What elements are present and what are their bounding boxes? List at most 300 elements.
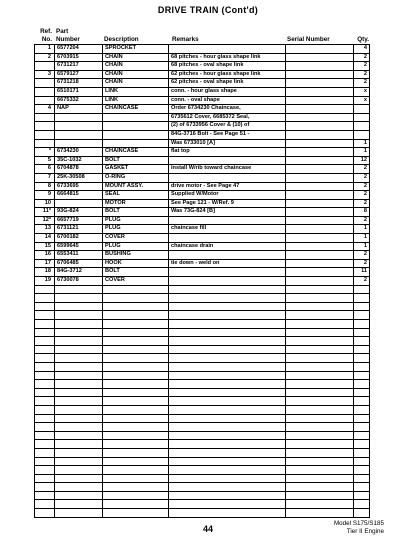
cell-qty: 1: [354, 242, 370, 251]
blank-table-row: [35, 457, 370, 466]
cell-description: PLUG: [103, 242, 169, 251]
cell-ref-no: [35, 113, 55, 122]
blank-cell: [286, 362, 354, 371]
blank-cell: [35, 388, 55, 397]
blank-cell: [55, 328, 103, 337]
cell-qty: 2: [354, 79, 370, 88]
blank-cell: [286, 337, 354, 346]
blank-cell: [103, 328, 169, 337]
blank-cell: [354, 380, 370, 389]
blank-cell: [286, 388, 354, 397]
blank-cell: [354, 474, 370, 483]
cell-serial-number: [286, 105, 354, 114]
blank-cell: [169, 405, 286, 414]
col-header-ref-line1: Ref.: [40, 28, 52, 35]
blank-cell: [35, 474, 55, 483]
blank-table-row: [35, 294, 370, 303]
cell-part-number: 6704878: [55, 165, 103, 174]
blank-cell: [169, 294, 286, 303]
cell-description: COVER: [103, 277, 169, 286]
blank-cell: [169, 491, 286, 500]
blank-table-row: [35, 337, 370, 346]
blank-cell: [55, 474, 103, 483]
blank-cell: [354, 354, 370, 363]
blank-cell: [55, 362, 103, 371]
blank-cell: [286, 397, 354, 406]
blank-cell: [55, 448, 103, 457]
cell-remarks: flat top: [169, 148, 286, 157]
blank-cell: [354, 405, 370, 414]
cell-ref-no: [35, 79, 55, 88]
cell-description: SEAL: [103, 191, 169, 200]
cell-description: BOLT: [103, 208, 169, 217]
blank-table-row: [35, 448, 370, 457]
cell-ref-no: 12*: [35, 216, 55, 225]
table-row: [35, 182, 370, 191]
table-row: [35, 62, 370, 71]
blank-cell: [286, 500, 354, 509]
blank-table-row: [35, 491, 370, 500]
blank-cell: [286, 474, 354, 483]
blank-cell: [354, 294, 370, 303]
blank-cell: [103, 302, 169, 311]
blank-cell: [35, 380, 55, 389]
cell-serial-number: [286, 113, 354, 122]
table-row: [35, 79, 370, 88]
blank-cell: [35, 397, 55, 406]
cell-description: [103, 130, 169, 139]
blank-cell: [35, 328, 55, 337]
cell-qty: 1: [354, 139, 370, 148]
table-row: [35, 242, 370, 251]
cell-remarks: Order 6734230 Chaincase,: [169, 105, 286, 114]
table-row: [35, 53, 370, 62]
cell-remarks: chaincase drain: [169, 242, 286, 251]
cell-remarks: 68 pitches - oval shape link: [169, 62, 286, 71]
cell-remarks: install W/rib toward chaincase: [169, 165, 286, 174]
blank-cell: [354, 311, 370, 320]
blank-cell: [286, 371, 354, 380]
cell-serial-number: [286, 70, 354, 79]
blank-cell: [169, 345, 286, 354]
table-row: [35, 70, 370, 79]
cell-serial-number: [286, 234, 354, 243]
blank-cell: [55, 302, 103, 311]
cell-serial-number: [286, 165, 354, 174]
cell-description: O-RING: [103, 173, 169, 182]
cell-remarks: 62 pitches - oval shape link: [169, 79, 286, 88]
cell-ref-no: 3: [35, 70, 55, 79]
cell-qty: 4: [354, 45, 370, 54]
cell-part-number: [55, 113, 103, 122]
blank-table-row: [35, 302, 370, 311]
blank-cell: [354, 397, 370, 406]
cell-part-number: 6510171: [55, 87, 103, 96]
blank-cell: [286, 320, 354, 329]
cell-qty: 2: [354, 165, 370, 174]
blank-cell: [35, 320, 55, 329]
col-header-ref: [34, 28, 52, 44]
blank-cell: [286, 354, 354, 363]
blank-table-row: [35, 414, 370, 423]
cell-remarks: [169, 268, 286, 277]
blank-cell: [169, 509, 286, 518]
blank-cell: [354, 466, 370, 475]
cell-remarks: Was 73G-824 [B]: [169, 208, 286, 217]
blank-table-row: [35, 405, 370, 414]
blank-cell: [354, 302, 370, 311]
table-row: [35, 87, 370, 96]
cell-ref-no: *: [35, 148, 55, 157]
blank-cell: [169, 397, 286, 406]
blank-cell: [55, 285, 103, 294]
blank-cell: [286, 440, 354, 449]
cell-ref-no: 1: [35, 45, 55, 54]
blank-cell: [354, 457, 370, 466]
cell-serial-number: [286, 173, 354, 182]
blank-table-row: [35, 345, 370, 354]
cell-description: LINK: [103, 96, 169, 105]
blank-cell: [35, 431, 55, 440]
cell-ref-no: 18: [35, 268, 55, 277]
blank-table-row: [35, 423, 370, 432]
blank-cell: [286, 405, 354, 414]
cell-ref-no: 9: [35, 191, 55, 200]
cell-part-number: 25K-30508: [55, 173, 103, 182]
blank-table-row: [35, 500, 370, 509]
blank-table-row: [35, 354, 370, 363]
blank-cell: [354, 491, 370, 500]
cell-qty: 1: [354, 225, 370, 234]
cell-qty: 11: [354, 268, 370, 277]
cell-qty: [354, 105, 370, 114]
blank-cell: [286, 345, 354, 354]
cell-description: CHAIN: [103, 53, 169, 62]
cell-part-number: 6731217: [55, 62, 103, 71]
cell-serial-number: [286, 268, 354, 277]
cell-description: [103, 113, 169, 122]
blank-cell: [286, 328, 354, 337]
blank-cell: [55, 388, 103, 397]
cell-remarks: (2) of 6733956 Cover & (10) of: [169, 122, 286, 131]
table-row: [35, 277, 370, 286]
blank-cell: [55, 483, 103, 492]
cell-serial-number: [286, 148, 354, 157]
blank-cell: [35, 500, 55, 509]
blank-cell: [55, 311, 103, 320]
blank-cell: [55, 294, 103, 303]
blank-cell: [35, 509, 55, 518]
cell-ref-no: [35, 122, 55, 131]
cell-part-number: 6579127: [55, 70, 103, 79]
cell-remarks: Supplied W/Motor: [169, 191, 286, 200]
cell-qty: 2: [354, 70, 370, 79]
blank-cell: [103, 294, 169, 303]
cell-part-number: 6553411: [55, 251, 103, 260]
cell-part-number: 84G-3712: [55, 268, 103, 277]
page-title: DRIVE TRAIN (Cont'd): [157, 5, 259, 15]
cell-description: LINK: [103, 87, 169, 96]
blank-cell: [169, 328, 286, 337]
cell-serial-number: [286, 122, 354, 131]
blank-cell: [35, 302, 55, 311]
cell-part-number: 6703915: [55, 53, 103, 62]
cell-remarks: [169, 234, 286, 243]
blank-cell: [55, 371, 103, 380]
blank-cell: [354, 362, 370, 371]
cell-ref-no: 7: [35, 173, 55, 182]
cell-remarks: tie down - weld on: [169, 259, 286, 268]
blank-table-row: [35, 466, 370, 475]
blank-cell: [286, 466, 354, 475]
cell-description: CHAIN: [103, 79, 169, 88]
blank-cell: [169, 474, 286, 483]
cell-serial-number: [286, 139, 354, 148]
blank-cell: [103, 311, 169, 320]
blank-cell: [354, 448, 370, 457]
cell-part-number: [55, 139, 103, 148]
cell-qty: 2: [354, 277, 370, 286]
cell-description: CHAINCASE: [103, 105, 169, 114]
cell-remarks: [169, 216, 286, 225]
cell-description: GASKET: [103, 165, 169, 174]
cell-part-number: 6706485: [55, 259, 103, 268]
cell-part-number: 6664815: [55, 191, 103, 200]
cell-qty: 2: [354, 62, 370, 71]
blank-cell: [169, 362, 286, 371]
blank-cell: [55, 320, 103, 329]
cell-part-number: 6700182: [55, 234, 103, 243]
blank-cell: [354, 483, 370, 492]
cell-remarks: drive motor - See Page 47: [169, 182, 286, 191]
cell-description: PLUG: [103, 216, 169, 225]
blank-cell: [286, 311, 354, 320]
blank-cell: [286, 414, 354, 423]
cell-serial-number: [286, 156, 354, 165]
cell-remarks: [169, 173, 286, 182]
blank-table-row: [35, 388, 370, 397]
cell-description: HOOK: [103, 259, 169, 268]
page-number: 44: [202, 524, 213, 534]
table-row: [35, 259, 370, 268]
col-header-serial-number: Serial Number: [287, 36, 330, 43]
blank-cell: [103, 423, 169, 432]
cell-serial-number: [286, 191, 354, 200]
blank-table-row: [35, 474, 370, 483]
cell-description: CHAINCASE: [103, 148, 169, 157]
cell-part-number: [55, 130, 103, 139]
blank-cell: [169, 285, 286, 294]
cell-ref-no: [35, 96, 55, 105]
blank-cell: [35, 405, 55, 414]
blank-cell: [286, 423, 354, 432]
blank-cell: [103, 371, 169, 380]
cell-ref-no: [35, 130, 55, 139]
cell-ref-no: [35, 87, 55, 96]
cell-description: SPROCKET: [103, 45, 169, 54]
footer-model-line1: Model S175/S185: [333, 520, 384, 527]
blank-cell: [286, 302, 354, 311]
blank-cell: [55, 397, 103, 406]
blank-cell: [103, 337, 169, 346]
table-row: [35, 113, 370, 122]
cell-qty: 8: [354, 208, 370, 217]
cell-ref-no: 14: [35, 234, 55, 243]
blank-cell: [35, 448, 55, 457]
cell-part-number: 35C-1032: [55, 156, 103, 165]
table-row: [35, 208, 370, 217]
blank-cell: [55, 354, 103, 363]
cell-qty: [354, 113, 370, 122]
cell-part-number: 6577204: [55, 45, 103, 54]
cell-serial-number: [286, 208, 354, 217]
cell-description: MOUNT ASSY.: [103, 182, 169, 191]
table-row: [35, 122, 370, 131]
blank-cell: [103, 474, 169, 483]
blank-cell: [103, 345, 169, 354]
table-row: [35, 199, 370, 208]
blank-table-row: [35, 483, 370, 492]
cell-qty: 2: [354, 216, 370, 225]
cell-part-number: [55, 122, 103, 131]
blank-cell: [55, 380, 103, 389]
blank-cell: [169, 431, 286, 440]
cell-serial-number: [286, 225, 354, 234]
cell-part-number: [55, 199, 103, 208]
blank-cell: [354, 431, 370, 440]
blank-cell: [169, 337, 286, 346]
blank-table-row: [35, 397, 370, 406]
cell-serial-number: [286, 130, 354, 139]
col-header-remarks: Remarks: [172, 36, 199, 43]
blank-cell: [103, 466, 169, 475]
blank-cell: [354, 285, 370, 294]
blank-cell: [103, 448, 169, 457]
blank-cell: [169, 371, 286, 380]
cell-remarks: 84G-3716 Bolt - See Page 51 -: [169, 130, 286, 139]
cell-serial-number: [286, 277, 354, 286]
cell-description: BUSHING: [103, 251, 169, 260]
blank-cell: [55, 466, 103, 475]
blank-table-row: [35, 431, 370, 440]
cell-part-number: 6730078: [55, 277, 103, 286]
cell-qty: [354, 122, 370, 131]
blank-cell: [354, 500, 370, 509]
table-row: [35, 148, 370, 157]
footer-model-line2: Tier II Engine: [346, 528, 384, 535]
blank-table-row: [35, 320, 370, 329]
cell-ref-no: 10: [35, 199, 55, 208]
cell-qty: 2: [354, 53, 370, 62]
cell-ref-no: 4: [35, 105, 55, 114]
table-row: [35, 216, 370, 225]
table-row: [35, 268, 370, 277]
cell-part-number: NAP: [55, 105, 103, 114]
cell-serial-number: [286, 45, 354, 54]
cell-part-number: 6734230: [55, 148, 103, 157]
cell-serial-number: [286, 62, 354, 71]
cell-description: MOTOR: [103, 199, 169, 208]
table-row: [35, 45, 370, 54]
cell-serial-number: [286, 259, 354, 268]
blank-cell: [286, 285, 354, 294]
blank-table-row: [35, 362, 370, 371]
blank-cell: [35, 466, 55, 475]
cell-part-number: 6731218: [55, 79, 103, 88]
blank-cell: [169, 354, 286, 363]
blank-cell: [103, 500, 169, 509]
table-row: [35, 130, 370, 139]
cell-description: [103, 139, 169, 148]
cell-remarks: See Page 121 - W/Ref. 9: [169, 199, 286, 208]
blank-cell: [354, 388, 370, 397]
blank-cell: [35, 440, 55, 449]
col-header-description: Description: [104, 36, 139, 43]
cell-description: CHAIN: [103, 70, 169, 79]
blank-cell: [35, 345, 55, 354]
cell-remarks: [169, 45, 286, 54]
cell-ref-no: 13: [35, 225, 55, 234]
cell-part-number: 6657719: [55, 216, 103, 225]
cell-ref-no: 8: [35, 182, 55, 191]
cell-remarks: 62 pitches - hour glass shape link: [169, 70, 286, 79]
parts-table: [34, 44, 370, 518]
blank-cell: [103, 388, 169, 397]
blank-cell: [354, 440, 370, 449]
cell-qty: 2: [354, 191, 370, 200]
blank-cell: [35, 423, 55, 432]
blank-table-row: [35, 440, 370, 449]
cell-remarks: chaincase fill: [169, 225, 286, 234]
blank-cell: [354, 371, 370, 380]
blank-cell: [354, 423, 370, 432]
cell-ref-no: 11*: [35, 208, 55, 217]
blank-cell: [103, 414, 169, 423]
cell-description: BOLT: [103, 156, 169, 165]
blank-cell: [103, 483, 169, 492]
blank-cell: [55, 509, 103, 518]
blank-table-row: [35, 371, 370, 380]
blank-cell: [169, 414, 286, 423]
col-header-qty: Qty.: [357, 36, 369, 43]
blank-cell: [286, 457, 354, 466]
cell-ref-no: [35, 139, 55, 148]
table-row: [35, 225, 370, 234]
cell-qty: [354, 130, 370, 139]
cell-qty: 1: [354, 148, 370, 157]
cell-qty: 12: [354, 156, 370, 165]
blank-cell: [103, 431, 169, 440]
blank-cell: [169, 440, 286, 449]
cell-remarks: conn. - oval shape: [169, 96, 286, 105]
blank-cell: [55, 491, 103, 500]
col-header-part-line2: Number: [56, 36, 80, 43]
cell-description: [103, 122, 169, 131]
cell-part-number: 6731121: [55, 225, 103, 234]
table-row: [35, 139, 370, 148]
cell-description: BOLT: [103, 268, 169, 277]
cell-remarks: 68 pitches - hour glass shape link: [169, 53, 286, 62]
table-row: [35, 156, 370, 165]
table-row: [35, 191, 370, 200]
blank-cell: [169, 500, 286, 509]
blank-cell: [286, 483, 354, 492]
cell-serial-number: [286, 242, 354, 251]
blank-cell: [169, 466, 286, 475]
cell-qty: 2: [354, 173, 370, 182]
blank-cell: [35, 414, 55, 423]
blank-cell: [169, 457, 286, 466]
